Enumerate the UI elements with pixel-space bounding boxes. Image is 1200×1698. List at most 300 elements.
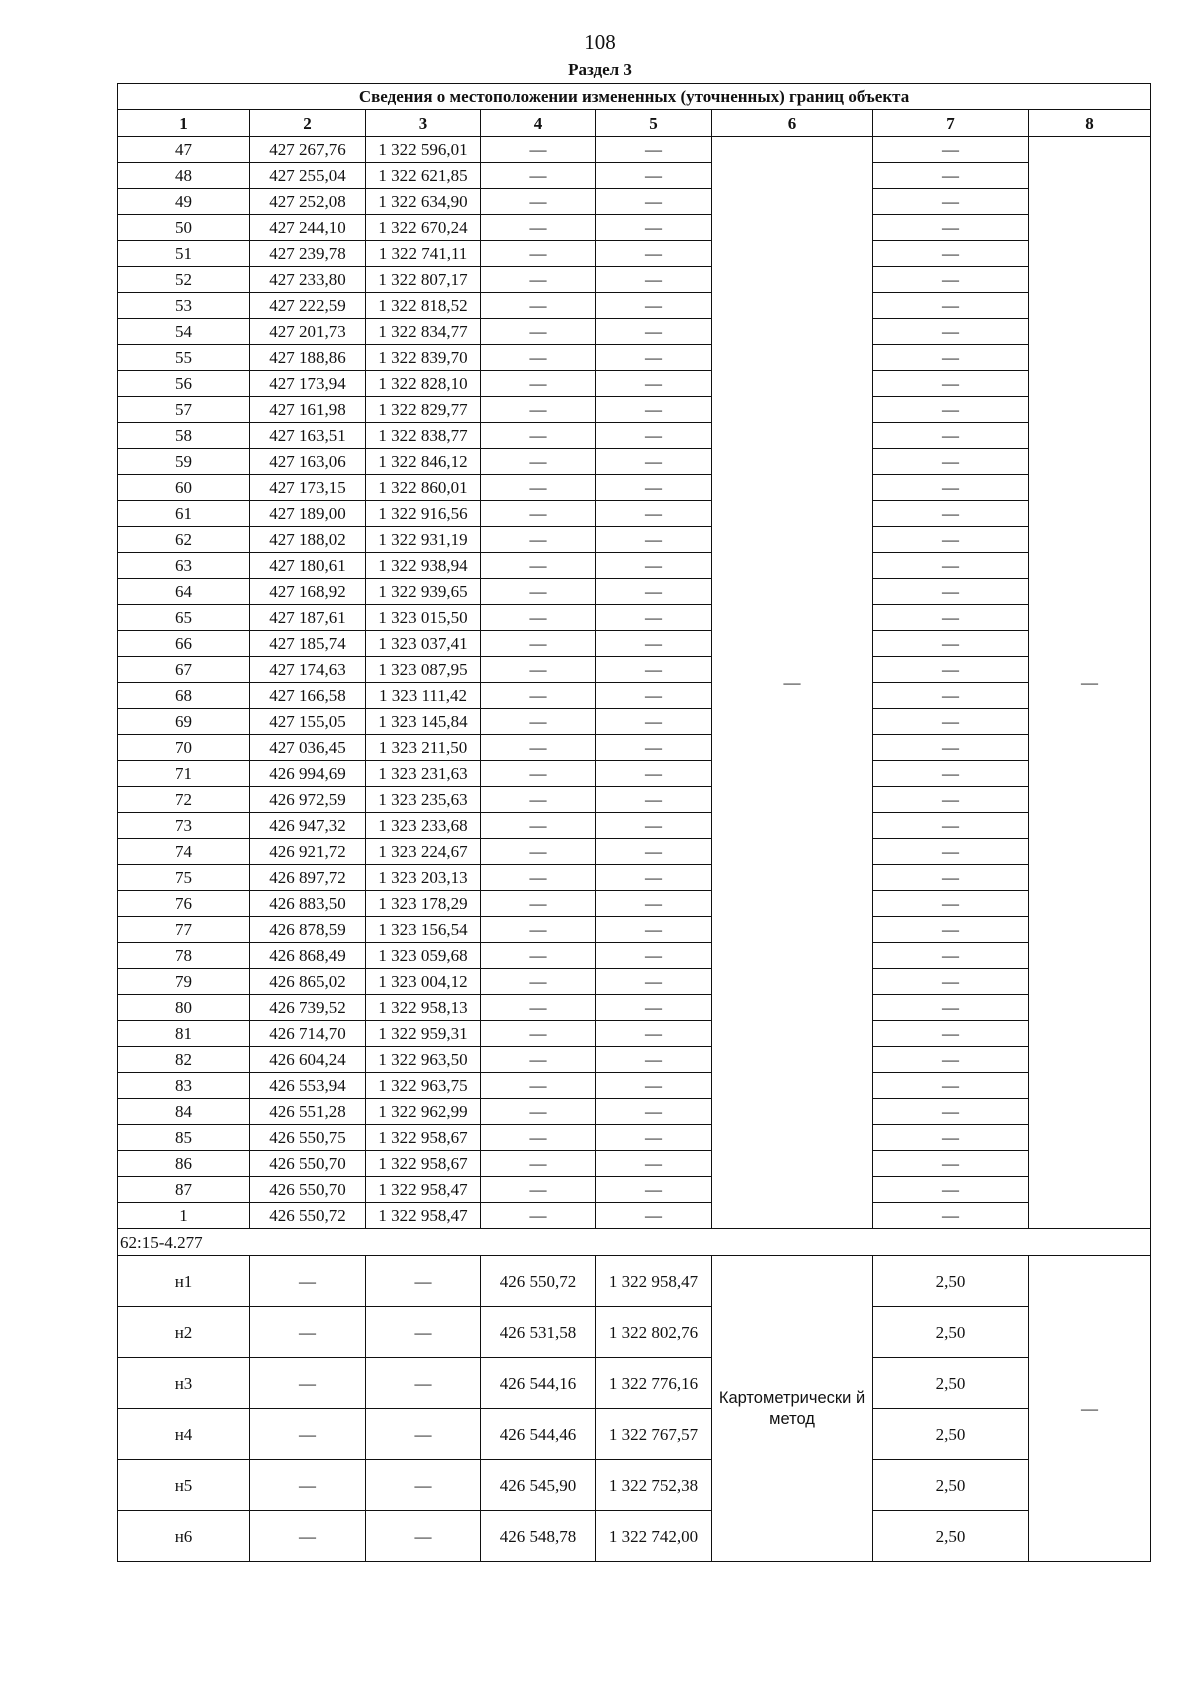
coord-x: 426 551,28 [250,1099,366,1125]
cell-col7: — [873,1047,1029,1073]
cell-col7: — [873,709,1029,735]
cell-col5: — [596,423,712,449]
cell-col5: — [596,995,712,1021]
table-row [118,761,1151,787]
accuracy-value: 2,50 [873,1307,1029,1358]
coord-x: 427 189,00 [250,501,366,527]
cell-col4: — [481,1177,596,1203]
coord-y: 1 322 958,67 [366,1151,481,1177]
cell-col2: — [250,1256,366,1307]
cell-col5: — [596,189,712,215]
table-row [118,995,1151,1021]
table-row [118,631,1151,657]
table-row [118,215,1151,241]
accuracy-value: 2,50 [873,1358,1029,1409]
cell-col3: — [366,1460,481,1511]
table-row [118,1177,1151,1203]
coord-y: 1 322 846,12 [366,449,481,475]
coord-y: 1 322 939,65 [366,579,481,605]
table-row [118,1511,1151,1562]
cell-col7: — [873,683,1029,709]
table-row [118,423,1151,449]
cell-col4: — [481,709,596,735]
sub-merged-col8: — [1029,1256,1151,1562]
coord-x: 427 173,94 [250,371,366,397]
cell-col5: — [596,813,712,839]
point-number: 79 [118,969,250,995]
cell-col5: — [596,1203,712,1229]
cell-col7: — [873,423,1029,449]
coord-y: 1 322 742,00 [596,1511,712,1562]
coord-y: 1 322 767,57 [596,1409,712,1460]
table-row [118,1409,1151,1460]
cell-col4: — [481,527,596,553]
table-row [118,891,1151,917]
cell-col3: — [366,1358,481,1409]
cell-col5: — [596,267,712,293]
point-number: 51 [118,241,250,267]
cell-col7: — [873,1177,1029,1203]
table-row [118,969,1151,995]
table-row [118,1256,1151,1307]
coord-y: 1 322 959,31 [366,1021,481,1047]
point-number: н2 [118,1307,250,1358]
coord-x: 427 185,74 [250,631,366,657]
coord-x: 427 166,58 [250,683,366,709]
table-row [118,683,1151,709]
point-number: 68 [118,683,250,709]
point-number: 64 [118,579,250,605]
table-caption: Сведения о местоположении измененных (уточненных) границ объекта [118,84,1151,110]
coord-y: 1 322 958,47 [366,1203,481,1229]
coord-x: 426 544,46 [481,1409,596,1460]
subsection-row [118,1229,1151,1256]
column-header-2: 2 [250,110,366,137]
cell-col7: — [873,527,1029,553]
cell-col7: — [873,1099,1029,1125]
cell-col4: — [481,501,596,527]
cell-col7: — [873,215,1029,241]
point-number: 76 [118,891,250,917]
point-number: 52 [118,267,250,293]
coord-x: 426 550,75 [250,1125,366,1151]
point-number: 62 [118,527,250,553]
cell-col4: — [481,1099,596,1125]
cell-col4: — [481,865,596,891]
cell-col4: — [481,839,596,865]
cell-col4: — [481,475,596,501]
cell-col4: — [481,163,596,189]
cell-col5: — [596,1125,712,1151]
table-row [118,579,1151,605]
coord-x: 427 233,80 [250,267,366,293]
point-number: 85 [118,1125,250,1151]
coord-x: 427 163,06 [250,449,366,475]
coord-y: 1 323 235,63 [366,787,481,813]
coord-y: 1 323 087,95 [366,657,481,683]
merged-col8: — [1029,137,1151,1229]
coord-y: 1 323 203,13 [366,865,481,891]
coord-x: 427 244,10 [250,215,366,241]
point-number: 66 [118,631,250,657]
cell-col5: — [596,969,712,995]
cell-col4: — [481,813,596,839]
coord-x: 426 550,70 [250,1151,366,1177]
cell-col7: — [873,501,1029,527]
point-number: 87 [118,1177,250,1203]
coord-y: 1 323 059,68 [366,943,481,969]
accuracy-value: 2,50 [873,1460,1029,1511]
table-row [118,319,1151,345]
point-number: 59 [118,449,250,475]
point-number: 72 [118,787,250,813]
coord-x: 426 878,59 [250,917,366,943]
coord-y: 1 323 004,12 [366,969,481,995]
point-number: н3 [118,1358,250,1409]
table-row [118,1021,1151,1047]
point-number: 71 [118,761,250,787]
table-row [118,137,1151,163]
coord-x: 426 550,72 [250,1203,366,1229]
cell-col5: — [596,605,712,631]
cell-col4: — [481,787,596,813]
coord-y: 1 322 752,38 [596,1460,712,1511]
cell-col4: — [481,215,596,241]
cell-col4: — [481,969,596,995]
coord-x: 427 036,45 [250,735,366,761]
table-row [118,735,1151,761]
coord-x: 427 173,15 [250,475,366,501]
coord-y: 1 323 178,29 [366,891,481,917]
table-row [118,449,1151,475]
table-row [118,553,1151,579]
table-row [118,709,1151,735]
coord-x: 427 252,08 [250,189,366,215]
cell-col7: — [873,1073,1029,1099]
column-header-8: 8 [1029,110,1151,137]
coord-x: 427 222,59 [250,293,366,319]
coord-y: 1 323 015,50 [366,605,481,631]
cell-col5: — [596,943,712,969]
table-row [118,163,1151,189]
coord-y: 1 322 931,19 [366,527,481,553]
table-row [118,267,1151,293]
cell-col7: — [873,917,1029,943]
cell-col4: — [481,319,596,345]
cell-col7: — [873,813,1029,839]
cell-col4: — [481,579,596,605]
coord-y: 1 322 834,77 [366,319,481,345]
point-number: 82 [118,1047,250,1073]
cell-col7: — [873,371,1029,397]
coord-x: 426 604,24 [250,1047,366,1073]
cell-col7: — [873,579,1029,605]
cell-col7: — [873,891,1029,917]
cell-col4: — [481,1151,596,1177]
coord-y: 1 323 145,84 [366,709,481,735]
column-header-4: 4 [481,110,596,137]
accuracy-value: 2,50 [873,1511,1029,1562]
cell-col5: — [596,137,712,163]
point-number: 57 [118,397,250,423]
coord-x: 427 174,63 [250,657,366,683]
point-number: 86 [118,1151,250,1177]
coord-y: 1 323 224,67 [366,839,481,865]
cell-col3: — [366,1256,481,1307]
cell-col4: — [481,1125,596,1151]
cell-col5: — [596,917,712,943]
point-number: 58 [118,423,250,449]
cell-col4: — [481,761,596,787]
column-header-3: 3 [366,110,481,137]
cell-col4: — [481,241,596,267]
coord-y: 1 322 828,10 [366,371,481,397]
coord-y: 1 323 111,42 [366,683,481,709]
table-row [118,1151,1151,1177]
coord-x: 427 201,73 [250,319,366,345]
cell-col7: — [873,267,1029,293]
table-row [118,787,1151,813]
table-row [118,501,1151,527]
coord-x: 426 739,52 [250,995,366,1021]
coord-x: 426 545,90 [481,1460,596,1511]
cell-col4: — [481,735,596,761]
cell-col7: — [873,839,1029,865]
cell-col7: — [873,1203,1029,1229]
cell-col4: — [481,631,596,657]
cell-col7: — [873,865,1029,891]
point-number: 70 [118,735,250,761]
cell-col5: — [596,891,712,917]
coord-y: 1 322 958,47 [366,1177,481,1203]
cell-col2: — [250,1511,366,1562]
cell-col2: — [250,1358,366,1409]
cell-col5: — [596,683,712,709]
method-cell: Картометрически й метод [712,1256,873,1562]
table-row [118,1307,1151,1358]
cell-col2: — [250,1409,366,1460]
coord-y: 1 322 963,50 [366,1047,481,1073]
cell-col7: — [873,319,1029,345]
cell-col5: — [596,293,712,319]
cell-col7: — [873,397,1029,423]
coord-y: 1 322 958,67 [366,1125,481,1151]
cell-col7: — [873,761,1029,787]
point-number: 74 [118,839,250,865]
cell-col4: — [481,917,596,943]
table-row [118,397,1151,423]
point-number: 78 [118,943,250,969]
table-row [118,1203,1151,1229]
coord-y: 1 322 741,11 [366,241,481,267]
point-number: 75 [118,865,250,891]
coord-y: 1 322 596,01 [366,137,481,163]
cell-col4: — [481,423,596,449]
cell-col4: — [481,397,596,423]
cell-col5: — [596,1021,712,1047]
coord-x: 426 544,16 [481,1358,596,1409]
cell-col5: — [596,865,712,891]
coord-x: 427 188,86 [250,345,366,371]
table-row [118,371,1151,397]
coord-x: 426 714,70 [250,1021,366,1047]
coord-x: 426 994,69 [250,761,366,787]
cell-col7: — [873,605,1029,631]
coord-y: 1 322 860,01 [366,475,481,501]
point-number: 61 [118,501,250,527]
cell-col5: — [596,761,712,787]
coord-y: 1 322 776,16 [596,1358,712,1409]
coord-y: 1 322 962,99 [366,1099,481,1125]
coord-y: 1 323 233,68 [366,813,481,839]
cell-col7: — [873,189,1029,215]
table-row [118,917,1151,943]
table-row [118,1073,1151,1099]
table-row [118,1460,1151,1511]
cell-col7: — [873,449,1029,475]
cell-col4: — [481,371,596,397]
table-row [118,345,1151,371]
table-row [118,813,1151,839]
cell-col5: — [596,449,712,475]
cell-col5: — [596,163,712,189]
cell-col5: — [596,501,712,527]
table-row [118,241,1151,267]
point-number: 50 [118,215,250,241]
cell-col5: — [596,319,712,345]
cell-col4: — [481,1073,596,1099]
coord-x: 427 168,92 [250,579,366,605]
coord-x: 427 155,05 [250,709,366,735]
point-number: н5 [118,1460,250,1511]
cell-col7: — [873,241,1029,267]
point-number: 69 [118,709,250,735]
cell-col4: — [481,1047,596,1073]
table-row [118,189,1151,215]
coord-y: 1 322 839,70 [366,345,481,371]
cell-col3: — [366,1307,481,1358]
cell-col7: — [873,293,1029,319]
coord-x: 426 972,59 [250,787,366,813]
cell-col5: — [596,735,712,761]
coord-y: 1 322 802,76 [596,1307,712,1358]
cell-col4: — [481,891,596,917]
table-row [118,1125,1151,1151]
cell-col4: — [481,605,596,631]
table-row [118,527,1151,553]
coord-y: 1 322 963,75 [366,1073,481,1099]
cell-col7: — [873,631,1029,657]
cell-col5: — [596,787,712,813]
coord-y: 1 322 829,77 [366,397,481,423]
accuracy-value: 2,50 [873,1409,1029,1460]
column-header-6: 6 [712,110,873,137]
cell-col5: — [596,397,712,423]
coord-x: 426 550,70 [250,1177,366,1203]
cell-col7: — [873,657,1029,683]
boundary-table [117,83,1151,1562]
coord-x: 426 947,32 [250,813,366,839]
coord-x: 426 865,02 [250,969,366,995]
cell-col4: — [481,943,596,969]
coord-x: 426 897,72 [250,865,366,891]
coord-y: 1 323 156,54 [366,917,481,943]
point-number: 63 [118,553,250,579]
point-number: 54 [118,319,250,345]
table-row [118,293,1151,319]
cell-col4: — [481,1203,596,1229]
cell-col5: — [596,553,712,579]
coord-x: 426 921,72 [250,839,366,865]
coord-x: 426 550,72 [481,1256,596,1307]
table-row [118,839,1151,865]
cell-col7: — [873,995,1029,1021]
coord-x: 426 868,49 [250,943,366,969]
coord-y: 1 322 818,52 [366,293,481,319]
cell-col7: — [873,475,1029,501]
coord-x: 427 188,02 [250,527,366,553]
cell-col3: — [366,1511,481,1562]
cell-col7: — [873,969,1029,995]
point-number: н1 [118,1256,250,1307]
column-header-row [118,110,1151,137]
cell-col4: — [481,683,596,709]
cell-col5: — [596,839,712,865]
column-header-5: 5 [596,110,712,137]
coord-y: 1 322 938,94 [366,553,481,579]
accuracy-value: 2,50 [873,1256,1029,1307]
point-number: 83 [118,1073,250,1099]
cell-col5: — [596,527,712,553]
cell-col7: — [873,345,1029,371]
cell-col5: — [596,215,712,241]
coord-y: 1 323 037,41 [366,631,481,657]
point-number: 77 [118,917,250,943]
coord-x: 427 187,61 [250,605,366,631]
cell-col4: — [481,657,596,683]
point-number: 56 [118,371,250,397]
coord-y: 1 322 838,77 [366,423,481,449]
coord-y: 1 323 231,63 [366,761,481,787]
point-number: 67 [118,657,250,683]
coord-y: 1 322 958,47 [596,1256,712,1307]
cell-col7: — [873,943,1029,969]
coord-x: 427 180,61 [250,553,366,579]
point-number: 53 [118,293,250,319]
point-number: 60 [118,475,250,501]
table-row [118,1047,1151,1073]
cell-col2: — [250,1460,366,1511]
point-number: н6 [118,1511,250,1562]
table-body [118,84,1151,1562]
table-row [118,1358,1151,1409]
cell-col3: — [366,1409,481,1460]
cell-col4: — [481,449,596,475]
cell-col7: — [873,137,1029,163]
cell-col4: — [481,345,596,371]
subsection-label: 62:15-4.277 [118,1229,1151,1256]
cell-col4: — [481,267,596,293]
cell-col4: — [481,553,596,579]
section-title: Раздел 3 [568,60,632,79]
coord-y: 1 322 958,13 [366,995,481,1021]
point-number: 55 [118,345,250,371]
table-row [118,605,1151,631]
cell-col4: — [481,189,596,215]
cell-col4: — [481,293,596,319]
point-number: 49 [118,189,250,215]
cell-col7: — [873,1021,1029,1047]
